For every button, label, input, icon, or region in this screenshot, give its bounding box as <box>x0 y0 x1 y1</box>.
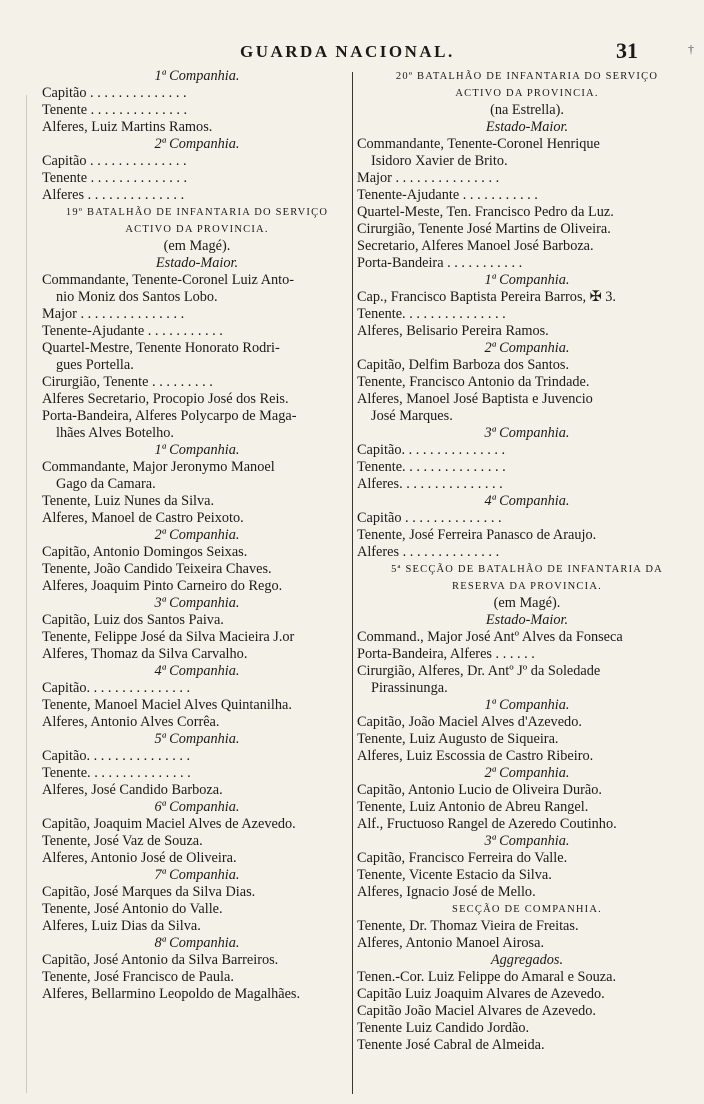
battalion-heading: ACTIVO DA PROVINCIA. <box>455 88 599 99</box>
right-column <box>357 68 697 1054</box>
section-heading: 8ª Companhia. <box>154 935 240 951</box>
roster-line: Alferes, Manoel José Baptista e Juvencio <box>357 391 593 407</box>
running-title: GUARDA NACIONAL. <box>240 42 455 61</box>
section-heading: 4ª Companhia. <box>484 493 570 509</box>
roster-line: Cirurgião, Tenente José Martins de Oliveira. <box>357 221 611 237</box>
roster-line: Tenente-Ajudante . . . . . . . . . . . <box>42 323 223 339</box>
section-heading: 7ª Companhia. <box>154 867 240 883</box>
roster-line: Quartel-Meste, Ten. Francisco Pedro da Luz. <box>357 204 614 220</box>
roster-line: Major . . . . . . . . . . . . . . . <box>357 170 500 186</box>
roster-line: Alferes, Luiz Martins Ramos. <box>42 119 213 135</box>
section-heading: 5ª Companhia. <box>154 731 240 747</box>
section-heading: 3ª Companhia. <box>484 833 570 849</box>
roster-line: Tenente, Luiz Antonio de Abreu Rangel. <box>357 799 589 815</box>
roster-line: Tenente, Luiz Augusto de Siqueira. <box>357 731 559 747</box>
roster-line: Capitão . . . . . . . . . . . . . . <box>42 85 187 101</box>
roster-line: Alferes, Thomaz da Silva Carvalho. <box>42 646 248 662</box>
roster-line: Alferes, Bellarmino Leopoldo de Magalhães. <box>42 986 301 1002</box>
section-heading: 1ª Companhia. <box>154 442 240 458</box>
section-heading: 2ª Companhia. <box>154 136 240 152</box>
roster-line: Capitão, Delfim Barboza dos Santos. <box>357 357 570 373</box>
roster-line: Commandante, Tenente-Coronel Luiz Anto- <box>42 272 295 288</box>
roster-line: Tenente, José Ferreira Panasco de Araujo. <box>357 527 597 543</box>
page-number: 31 <box>616 38 638 63</box>
roster-line: Tenente, José Antonio do Valle. <box>42 901 223 917</box>
roster-line: Alferes, Antonio Manoel Airosa. <box>357 935 545 951</box>
roster-line: Alferes, Luiz Dias da Silva. <box>42 918 201 934</box>
roster-line: Capitão, Joaquim Maciel Alves de Azevedo. <box>42 816 296 832</box>
roster-line: Capitão, João Maciel Alves d'Azevedo. <box>357 714 582 730</box>
roster-line: Tenente. . . . . . . . . . . . . . . <box>357 459 506 475</box>
roster-line: Capitão, Luiz dos Santos Paiva. <box>42 612 224 628</box>
roster-line: Tenente-Ajudante . . . . . . . . . . . <box>357 187 538 203</box>
section-heading: Aggregados. <box>490 952 564 968</box>
section-heading: 3ª Companhia. <box>484 425 570 441</box>
roster-line: Tenente, João Candido Teixeira Chaves. <box>42 561 272 577</box>
roster-line: Capitão, Francisco Ferreira do Valle. <box>357 850 568 866</box>
roster-line: Capitão. . . . . . . . . . . . . . . <box>42 680 191 696</box>
roster-line: Alferes, Belisario Pereira Ramos. <box>357 323 549 339</box>
roster-line: Alferes, Ignacio José de Mello. <box>357 884 536 900</box>
roster-line: Porta-Bandeira, Alferes Polycarpo de Maga- <box>42 408 297 424</box>
roster-line: Alferes, Luiz Escossia de Castro Ribeiro. <box>357 748 594 764</box>
section-heading: 2ª Companhia. <box>154 527 240 543</box>
roster-line: Capitão . . . . . . . . . . . . . . <box>42 153 187 169</box>
roster-line: Commandante, Major Jeronymo Manoel <box>42 459 275 475</box>
roster-line: Alferes, Manoel de Castro Peixoto. <box>42 510 244 526</box>
roster-line: Tenente, Dr. Thomaz Vieira de Freitas. <box>357 918 579 934</box>
roster-line: Porta-Bandeira, Alferes . . . . . . <box>357 646 535 662</box>
section-heading: 4ª Companhia. <box>154 663 240 679</box>
roster-line: Tenente . . . . . . . . . . . . . . <box>42 170 188 186</box>
roster-line: Major . . . . . . . . . . . . . . . <box>42 306 185 322</box>
location-note: (em Magé). <box>163 238 231 254</box>
section-heading: 1ª Companhia. <box>484 697 570 713</box>
roster-line: Alferes, Joaquim Pinto Carneiro do Rego. <box>42 578 283 594</box>
battalion-heading: 5ª SECÇÃO DE BATALHÃO DE INFANTARIA DA <box>391 564 663 575</box>
corner-mark: † <box>688 42 694 56</box>
roster-line: Tenente, Vicente Estacio da Silva. <box>357 867 552 883</box>
roster-line: Alferes, Antonio Alves Corrêa. <box>42 714 220 730</box>
roster-line: Alferes Secretario, Procopio José dos Reis. <box>42 391 289 407</box>
roster-line: Tenente, José Francisco de Paula. <box>42 969 234 985</box>
roster-line: Tenente. . . . . . . . . . . . . . . <box>357 306 506 322</box>
roster-line: Alferes. . . . . . . . . . . . . . . <box>357 476 503 492</box>
roster-line: Capitão . . . . . . . . . . . . . . <box>357 510 502 526</box>
column-divider <box>352 72 353 1094</box>
roster-line: Secretario, Alferes Manoel José Barboza. <box>357 238 594 254</box>
roster-line: Tenente. . . . . . . . . . . . . . . <box>42 765 191 781</box>
roster-line: Porta-Bandeira . . . . . . . . . . . <box>357 255 523 271</box>
roster-line: gues Portella. <box>56 357 134 373</box>
roster-line: Quartel-Mestre, Tenente Honorato Rodri- <box>42 340 280 356</box>
roster-line: José Marques. <box>371 408 453 424</box>
roster-line: Capitão, Antonio Domingos Seixas. <box>42 544 248 560</box>
roster-line: Capitão João Maciel Alvares de Azevedo. <box>357 1003 596 1019</box>
battalion-heading: 19º BATALHÃO DE INFANTARIA DO SERVIÇO <box>65 207 329 218</box>
roster-line: Tenen.-Cor. Luiz Felippe do Amaral e Souza. <box>357 969 617 985</box>
section-heading: 2ª Companhia. <box>484 340 570 356</box>
roster-line: Pirassinunga. <box>371 680 448 696</box>
margin-rule <box>26 95 27 1093</box>
roster-line: Capitão Luiz Joaquim Alvares de Azevedo. <box>357 986 605 1002</box>
section-heading: Estado-Maior. <box>155 255 239 271</box>
battalion-heading: ACTIVO DA PROVINCIA. <box>125 224 269 235</box>
roster-line: Gago da Camara. <box>56 476 156 492</box>
roster-line: Capitão, José Antonio da Silva Barreiros. <box>42 952 279 968</box>
roster-line: Capitão, José Marques da Silva Dias. <box>42 884 256 900</box>
roster-line: Command., Major José Antº Alves da Fonseca <box>357 629 623 645</box>
roster-line: Alferes . . . . . . . . . . . . . . <box>42 187 185 203</box>
roster-line: Isidoro Xavier de Brito. <box>371 153 508 169</box>
roster-line: Cap., Francisco Baptista Pereira Barros, ✠ 3. <box>357 289 616 305</box>
roster-line: Capitão. . . . . . . . . . . . . . . <box>42 748 191 764</box>
roster-line: Capitão. . . . . . . . . . . . . . . <box>357 442 506 458</box>
roster-line: Tenente, Felippe José da Silva Macieira J.or <box>42 629 295 645</box>
section-heading: 1ª Companhia. <box>484 272 570 288</box>
page-header <box>0 40 704 70</box>
section-heading: 1ª Companhia. <box>154 68 240 84</box>
roster-line: nio Moniz dos Santos Lobo. <box>56 289 218 305</box>
battalion-heading: RESERVA DA PROVINCIA. <box>452 581 602 592</box>
roster-line: Alferes, José Candido Barboza. <box>42 782 223 798</box>
section-heading: Estado-Maior. <box>485 612 569 628</box>
roster-line: Capitão, Antonio Lucio de Oliveira Durão. <box>357 782 602 798</box>
roster-line: Commandante, Tenente-Coronel Henrique <box>357 136 600 152</box>
roster-line: lhães Alves Botelho. <box>56 425 174 441</box>
location-note: (na Estrella). <box>490 102 564 118</box>
roster-line: Cirurgião, Tenente . . . . . . . . . <box>42 374 213 390</box>
section-heading: Estado-Maior. <box>485 119 569 135</box>
roster-line: Tenente José Cabral de Almeida. <box>357 1037 545 1053</box>
roster-line: Tenente, Francisco Antonio da Trindade. <box>357 374 590 390</box>
roster-line: Alferes, Antonio José de Oliveira. <box>42 850 237 866</box>
roster-line: Tenente Luiz Candido Jordão. <box>357 1020 530 1036</box>
roster-line: Tenente, Manoel Maciel Alves Quintanilha. <box>42 697 292 713</box>
left-column <box>42 68 352 1003</box>
roster-line: Alferes . . . . . . . . . . . . . . <box>357 544 500 560</box>
roster-line: Tenente, Luiz Nunes da Silva. <box>42 493 215 509</box>
section-heading: 6ª Companhia. <box>154 799 240 815</box>
section-heading: 2ª Companhia. <box>484 765 570 781</box>
roster-line: Alf., Fructuoso Rangel de Azeredo Coutinho. <box>357 816 617 832</box>
battalion-heading: SECÇÃO DE COMPANHIA. <box>452 904 602 915</box>
battalion-heading: 20º BATALHÃO DE INFANTARIA DO SERVIÇO <box>395 71 659 82</box>
location-note: (em Magé). <box>493 595 561 611</box>
section-heading: 3ª Companhia. <box>154 595 240 611</box>
roster-line: Tenente, José Vaz de Souza. <box>42 833 203 849</box>
roster-line: Cirurgião, Alferes, Dr. Antº Jº da Soledade <box>357 663 601 679</box>
roster-line: Tenente . . . . . . . . . . . . . . <box>42 102 188 118</box>
